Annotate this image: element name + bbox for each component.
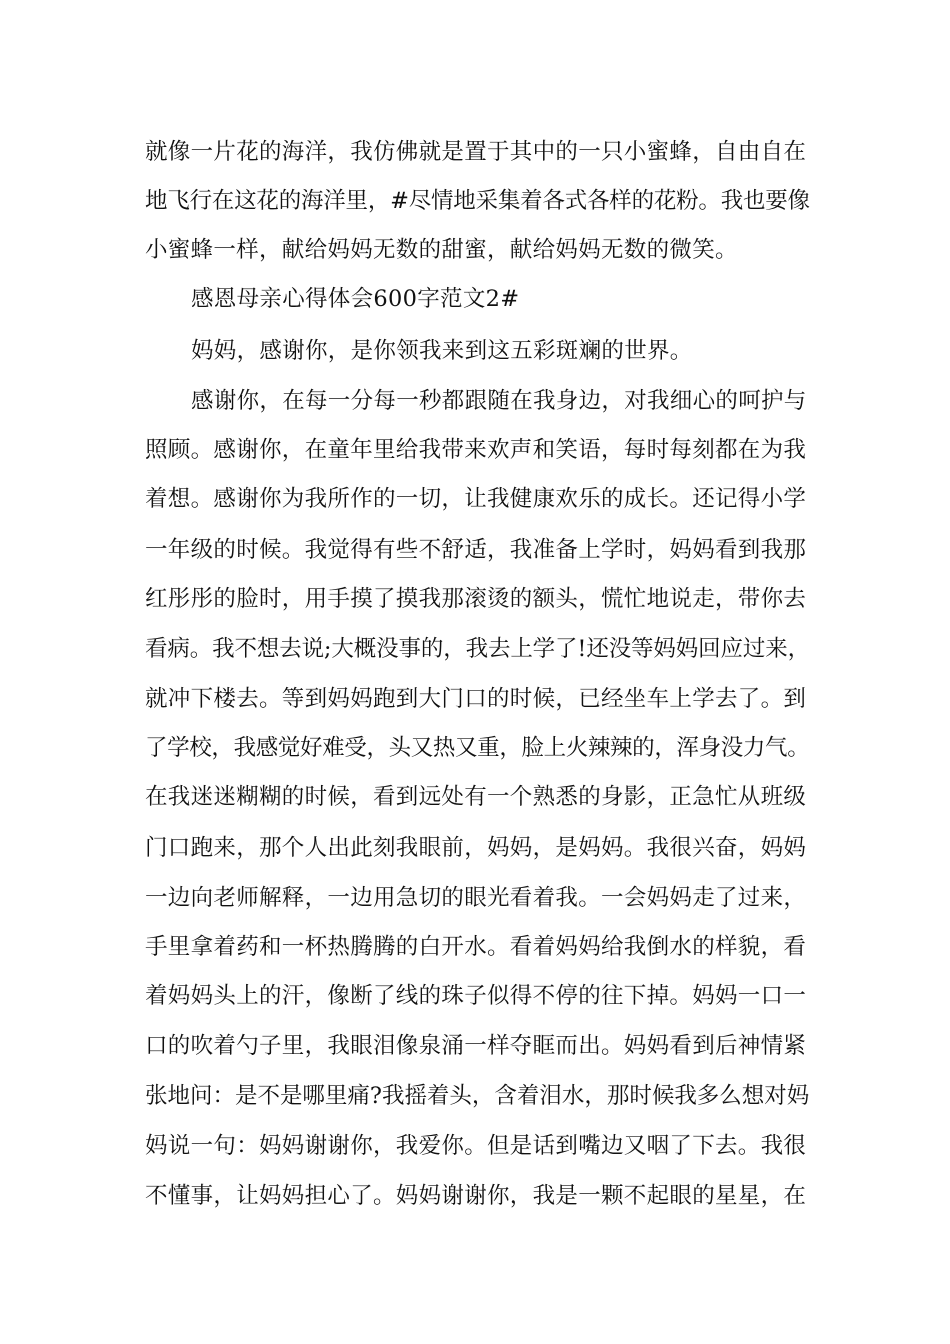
text-line: 不懂事，让妈妈担心了。妈妈谢谢你，我是一颗不起眼的星星，在 (145, 1183, 807, 1209)
text-line: 门口跑来，那个人出此刻我眼前，妈妈，是妈妈。我很兴奋，妈妈 (145, 835, 807, 861)
section-heading: 感恩母亲心得体会600字范文2# (191, 286, 520, 312)
text-line: 手里拿着药和一杯热腾腾的白开水。看着妈妈给我倒水的样貌，看 (145, 934, 807, 960)
text-line: 妈说一句：妈妈谢谢你，我爱你。但是话到嘴边又咽了下去。我很 (145, 1133, 807, 1159)
text-line: 着妈妈头上的汗，像断了线的珠子似得不停的往下掉。妈妈一口一 (145, 983, 807, 1009)
text-line: 口的吹着勺子里，我眼泪像泉涌一样夺眶而出。妈妈看到后神情紧 (145, 1033, 807, 1059)
text-line: 感谢你，在每一分每一秒都跟随在我身边，对我细心的呵护与 (191, 388, 807, 414)
text-line: 妈妈，感谢你，是你领我来到这五彩斑斓的世界。 (191, 338, 693, 364)
text-line: 照顾。感谢你，在童年里给我带来欢声和笑语，每时每刻都在为我 (145, 437, 807, 463)
text-line: 小蜜蜂一样，献给妈妈无数的甜蜜，献给妈妈无数的微笑。 (145, 237, 738, 263)
text-line: 着想。感谢你为我所作的一切，让我健康欢乐的成长。还记得小学 (145, 486, 807, 512)
text-line: 一边向老师解释，一边用急切的眼光看着我。一会妈妈走了过来， (145, 885, 807, 911)
text-line: 就冲下楼去。等到妈妈跑到大门口的时候，已经坐车上学去了。到 (145, 686, 807, 712)
text-line: 在我迷迷糊糊的时候，看到远处有一个熟悉的身影，正急忙从班级 (145, 784, 807, 810)
text-line: 了学校，我感觉好难受，头又热又重，脸上火辣辣的，浑身没力气。 (145, 735, 810, 761)
text-line: 就像一片花的海洋，我仿佛就是置于其中的一只小蜜蜂，自由自在 (145, 139, 807, 165)
text-line: 张地问：是不是哪里痛?我摇着头，含着泪水，那时候我多么想对妈 (145, 1083, 810, 1109)
text-line: 看病。我不想去说;大概没事的，我去上学了!还没等妈妈回应过来， (145, 636, 810, 662)
text-line: 红彤彤的脸时，用手摸了摸我那滚烫的额头，慌忙地说走，带你去 (145, 586, 807, 612)
text-line: 一年级的时候。我觉得有些不舒适，我准备上学时，妈妈看到我那 (145, 537, 807, 563)
text-line: 地飞行在这花的海洋里，#尽情地采集着各式各样的花粉。我也要像 (145, 188, 810, 214)
